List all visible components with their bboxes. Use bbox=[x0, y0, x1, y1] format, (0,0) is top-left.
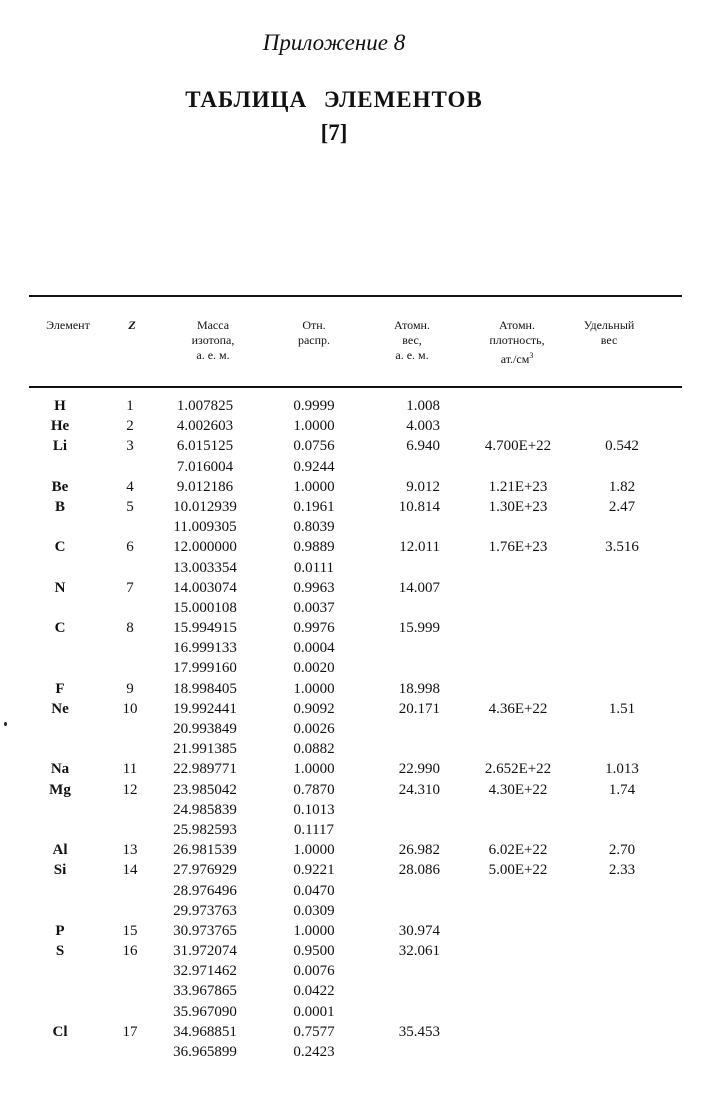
cell-abundance: 0.9999 bbox=[293, 398, 335, 414]
header-atomic-weight bbox=[376, 318, 448, 363]
cell-atomic-weight: 28.086 bbox=[398, 862, 440, 879]
header-atomic-weight-line-3: а. е. м. bbox=[395, 348, 429, 362]
page-title: ТАБЛИЦА ЭЛЕМЕНТОВ bbox=[185, 87, 483, 112]
table-row bbox=[0, 961, 712, 981]
cell-abundance: 0.7577 bbox=[293, 1023, 335, 1040]
cell-atomic-weight: 30.974 bbox=[398, 922, 440, 939]
header-abundance-line-2: распр. bbox=[297, 333, 331, 347]
header-mass-line-1: Масса bbox=[196, 318, 230, 332]
cell-atomic-weight: 35.453 bbox=[398, 1023, 440, 1040]
header-mass-line-3: а. е. м. bbox=[196, 348, 230, 362]
cell-atomic-weight: 20.171 bbox=[398, 700, 440, 717]
cell-isotope-mass: 24.985839 bbox=[173, 801, 237, 818]
cell-isotope-mass: 23.985042 bbox=[173, 781, 237, 798]
header-specific-gravity-line-1: Удельный bbox=[583, 318, 635, 332]
cell-isotope-mass: 34.968851 bbox=[173, 1023, 237, 1040]
cell-specific-gravity: 1.74 bbox=[608, 781, 636, 798]
header-mass bbox=[170, 318, 256, 363]
cell-isotope-mass: 30.973765 bbox=[173, 922, 237, 939]
table-row bbox=[0, 739, 712, 759]
header-density-unit: ат./см bbox=[500, 352, 530, 366]
cell-z: 7 bbox=[126, 579, 134, 596]
header-specific-gravity bbox=[570, 318, 648, 348]
cell-element: Be bbox=[51, 478, 69, 495]
cell-isotope-mass: 26.981539 bbox=[173, 842, 237, 859]
cell-element: N bbox=[54, 579, 66, 596]
cell-abundance: 0.9092 bbox=[293, 700, 335, 717]
appendix-label: Приложение 8 bbox=[262, 30, 406, 55]
cell-abundance: 0.0026 bbox=[293, 721, 335, 737]
cell-specific-gravity: 0.542 bbox=[605, 438, 639, 455]
cell-abundance: 0.7870 bbox=[293, 781, 335, 798]
table-row bbox=[0, 820, 712, 840]
table-row bbox=[0, 941, 712, 961]
cell-abundance: 0.0001 bbox=[293, 1003, 335, 1020]
cell-isotope-mass: 15.994915 bbox=[173, 620, 237, 637]
cell-abundance: 0.0037 bbox=[293, 599, 335, 616]
cell-z: 15 bbox=[122, 922, 138, 939]
cell-isotope-mass: 36.965899 bbox=[173, 1044, 237, 1060]
cell-z: 12 bbox=[122, 781, 138, 798]
cell-abundance: 0.0111 bbox=[293, 559, 335, 576]
cell-isotope-mass: 32.971462 bbox=[173, 963, 237, 980]
cell-abundance: 0.0756 bbox=[293, 438, 335, 455]
header-specific-gravity-line-2: вес bbox=[600, 333, 618, 347]
cell-atomic-density: 2.652E+22 bbox=[484, 761, 552, 778]
cell-atomic-weight: 1.008 bbox=[406, 398, 440, 414]
cell-isotope-mass: 12.000000 bbox=[173, 539, 237, 556]
cell-abundance: 0.1013 bbox=[293, 801, 335, 818]
cell-element: C bbox=[54, 539, 66, 556]
cell-z: 8 bbox=[126, 620, 134, 637]
cell-abundance: 0.1961 bbox=[293, 498, 335, 515]
cell-abundance: 0.0422 bbox=[293, 983, 335, 1000]
cell-z: 1 bbox=[126, 398, 134, 414]
cell-element: Al bbox=[52, 842, 68, 859]
cell-atomic-density: 1.30E+23 bbox=[488, 498, 548, 515]
cell-isotope-mass: 10.012939 bbox=[173, 498, 237, 515]
cell-abundance: 0.0004 bbox=[293, 640, 335, 657]
cell-isotope-mass: 15.000108 bbox=[173, 599, 237, 616]
table-row bbox=[0, 780, 712, 800]
cell-z: 10 bbox=[122, 700, 138, 717]
cell-specific-gravity: 1.013 bbox=[605, 761, 639, 778]
cell-z: 4 bbox=[126, 478, 134, 495]
cell-atomic-weight: 15.999 bbox=[398, 620, 440, 637]
table-row bbox=[0, 921, 712, 941]
cell-atomic-weight: 26.982 bbox=[398, 842, 440, 859]
header-abundance-line-1: Отн. bbox=[302, 318, 326, 332]
cell-specific-gravity: 3.516 bbox=[605, 539, 639, 556]
scan-speck bbox=[4, 722, 7, 726]
table-row bbox=[0, 537, 712, 557]
header-density bbox=[464, 318, 570, 367]
table-row bbox=[0, 901, 712, 921]
table-row bbox=[0, 638, 712, 658]
cell-atomic-weight: 32.061 bbox=[398, 943, 440, 960]
cell-z: 5 bbox=[126, 498, 134, 515]
cell-abundance: 1.0000 bbox=[293, 478, 335, 495]
cell-abundance: 0.0309 bbox=[293, 902, 335, 919]
cell-abundance: 0.9963 bbox=[293, 579, 335, 596]
cell-isotope-mass: 16.999133 bbox=[173, 640, 237, 657]
cell-isotope-mass: 27.976929 bbox=[173, 862, 237, 879]
cell-atomic-weight: 10.814 bbox=[398, 498, 440, 515]
cell-isotope-mass: 18.998405 bbox=[173, 680, 237, 697]
cell-abundance: 0.2423 bbox=[293, 1044, 335, 1060]
cell-z: 14 bbox=[122, 862, 138, 879]
cell-atomic-density: 4.700E+22 bbox=[484, 438, 552, 455]
cell-abundance: 1.0000 bbox=[293, 922, 335, 939]
cell-element: Mg bbox=[49, 781, 71, 798]
cell-z: 11 bbox=[122, 761, 138, 778]
cell-isotope-mass: 9.012186 bbox=[176, 478, 234, 495]
table-row bbox=[0, 840, 712, 860]
table-header-rule bbox=[29, 386, 682, 388]
cell-specific-gravity: 2.33 bbox=[608, 862, 636, 879]
table-row bbox=[0, 719, 712, 739]
cell-isotope-mass: 19.992441 bbox=[173, 700, 237, 717]
cell-isotope-mass: 1.007825 bbox=[176, 398, 234, 414]
table-row bbox=[0, 396, 712, 416]
table-row bbox=[0, 699, 712, 719]
cell-abundance: 0.0470 bbox=[293, 882, 335, 899]
cell-isotope-mass: 25.982593 bbox=[173, 821, 237, 838]
cell-abundance: 0.1117 bbox=[293, 821, 335, 838]
cell-abundance: 1.0000 bbox=[293, 842, 335, 859]
header-z bbox=[118, 318, 146, 333]
cell-abundance: 0.9889 bbox=[293, 539, 335, 556]
cell-isotope-mass: 17.999160 bbox=[173, 660, 237, 677]
cell-atomic-density: 1.76E+23 bbox=[488, 539, 548, 556]
cell-specific-gravity: 2.70 bbox=[608, 842, 636, 859]
table-row bbox=[0, 658, 712, 678]
cell-atomic-density: 1.21E+23 bbox=[488, 478, 548, 495]
cell-element: F bbox=[55, 680, 65, 697]
cell-isotope-mass: 13.003354 bbox=[173, 559, 237, 576]
table-row bbox=[0, 618, 712, 638]
cell-element: Na bbox=[50, 761, 70, 778]
table-row bbox=[0, 860, 712, 880]
cell-isotope-mass: 14.003074 bbox=[173, 579, 237, 596]
cell-atomic-density: 6.02E+22 bbox=[488, 842, 548, 859]
cell-atomic-weight: 22.990 bbox=[398, 761, 440, 778]
table-top-rule bbox=[29, 295, 682, 297]
reference-number: [7] bbox=[320, 120, 348, 145]
header-mass-line-2: изотопа, bbox=[191, 333, 235, 347]
table-row bbox=[0, 1022, 712, 1042]
cell-abundance: 0.9976 bbox=[293, 620, 335, 637]
header-density-line-1: Атомн. bbox=[499, 318, 535, 332]
table-row bbox=[0, 598, 712, 618]
cell-element: Cl bbox=[52, 1023, 68, 1040]
cell-atomic-density: 4.36E+22 bbox=[488, 700, 548, 717]
cell-atomic-weight: 12.011 bbox=[399, 539, 440, 556]
cell-abundance: 0.9221 bbox=[293, 862, 335, 879]
cell-z: 17 bbox=[122, 1023, 138, 1040]
cell-atomic-density: 4.30E+22 bbox=[488, 781, 548, 798]
header-abundance bbox=[281, 318, 347, 348]
cell-abundance: 0.0882 bbox=[293, 741, 335, 758]
cell-isotope-mass: 4.002603 bbox=[176, 418, 234, 435]
cell-atomic-weight: 24.310 bbox=[398, 781, 440, 798]
cell-abundance: 0.0076 bbox=[293, 963, 335, 980]
header-element-label: Элемент bbox=[46, 318, 90, 332]
cell-atomic-weight: 4.003 bbox=[406, 418, 440, 435]
header-density-line-3 bbox=[464, 348, 570, 367]
cell-atomic-weight: 6.940 bbox=[406, 438, 440, 455]
header-z-label: Z bbox=[128, 318, 136, 332]
table-body bbox=[0, 396, 712, 1062]
cell-atomic-weight: 18.998 bbox=[398, 680, 440, 697]
cell-isotope-mass: 6.015125 bbox=[176, 438, 234, 455]
header-atomic-weight-line-1: Атомн. bbox=[394, 318, 430, 332]
table-row bbox=[0, 517, 712, 537]
cell-z: 13 bbox=[122, 842, 138, 859]
cell-element: Si bbox=[53, 862, 67, 879]
cell-specific-gravity: 1.51 bbox=[608, 700, 636, 717]
cell-z: 9 bbox=[126, 680, 134, 697]
cell-atomic-weight: 9.012 bbox=[406, 478, 440, 495]
table-row bbox=[0, 558, 712, 578]
table-row bbox=[0, 981, 712, 1001]
cell-atomic-density: 5.00E+22 bbox=[488, 862, 548, 879]
table-row bbox=[0, 477, 712, 497]
cell-abundance: 1.0000 bbox=[293, 761, 335, 778]
cell-isotope-mass: 22.989771 bbox=[173, 761, 237, 778]
table-row bbox=[0, 436, 712, 456]
cell-element: B bbox=[54, 498, 65, 515]
cell-isotope-mass: 28.976496 bbox=[173, 882, 237, 899]
cell-abundance: 1.0000 bbox=[293, 418, 335, 435]
table-row bbox=[0, 679, 712, 699]
cell-isotope-mass: 11.009305 bbox=[173, 519, 237, 536]
table-row bbox=[0, 800, 712, 820]
table-row bbox=[0, 457, 712, 477]
cell-element: Li bbox=[52, 438, 68, 455]
cell-isotope-mass: 29.973763 bbox=[173, 902, 237, 919]
table-row bbox=[0, 881, 712, 901]
table-row bbox=[0, 1042, 712, 1062]
cell-isotope-mass: 7.016004 bbox=[176, 458, 234, 475]
cell-element: P bbox=[55, 922, 65, 939]
cell-abundance: 0.0020 bbox=[293, 660, 335, 677]
header-atomic-weight-line-2: вес, bbox=[402, 333, 422, 347]
table-row bbox=[0, 1002, 712, 1022]
table-row bbox=[0, 759, 712, 779]
cell-z: 16 bbox=[122, 943, 138, 960]
table-row bbox=[0, 497, 712, 517]
cell-abundance: 0.9500 bbox=[293, 943, 335, 960]
cell-abundance: 1.0000 bbox=[293, 680, 335, 697]
cell-isotope-mass: 35.967090 bbox=[173, 1003, 237, 1020]
cell-element: H bbox=[54, 398, 66, 414]
cell-element: Ne bbox=[51, 700, 69, 717]
table-row bbox=[0, 416, 712, 436]
cell-element: S bbox=[55, 943, 65, 960]
cell-specific-gravity: 2.47 bbox=[608, 498, 636, 515]
cell-isotope-mass: 33.967865 bbox=[173, 983, 237, 1000]
cell-z: 2 bbox=[126, 418, 134, 435]
header-density-line-2: плотность, bbox=[489, 333, 545, 347]
cell-element: He bbox=[50, 418, 70, 435]
cell-isotope-mass: 31.972074 bbox=[173, 943, 237, 960]
table-row bbox=[0, 578, 712, 598]
cell-abundance: 0.8039 bbox=[293, 519, 335, 536]
cell-z: 6 bbox=[126, 539, 134, 556]
cell-isotope-mass: 21.991385 bbox=[173, 741, 237, 758]
header-element bbox=[36, 318, 100, 333]
cell-specific-gravity: 1.82 bbox=[608, 478, 636, 495]
cell-z: 3 bbox=[126, 438, 134, 455]
cell-element: C bbox=[54, 620, 66, 637]
cell-atomic-weight: 14.007 bbox=[398, 579, 440, 596]
cell-isotope-mass: 20.993849 bbox=[173, 721, 237, 737]
cell-abundance: 0.9244 bbox=[293, 458, 335, 475]
header-density-exponent: 3 bbox=[529, 351, 534, 360]
